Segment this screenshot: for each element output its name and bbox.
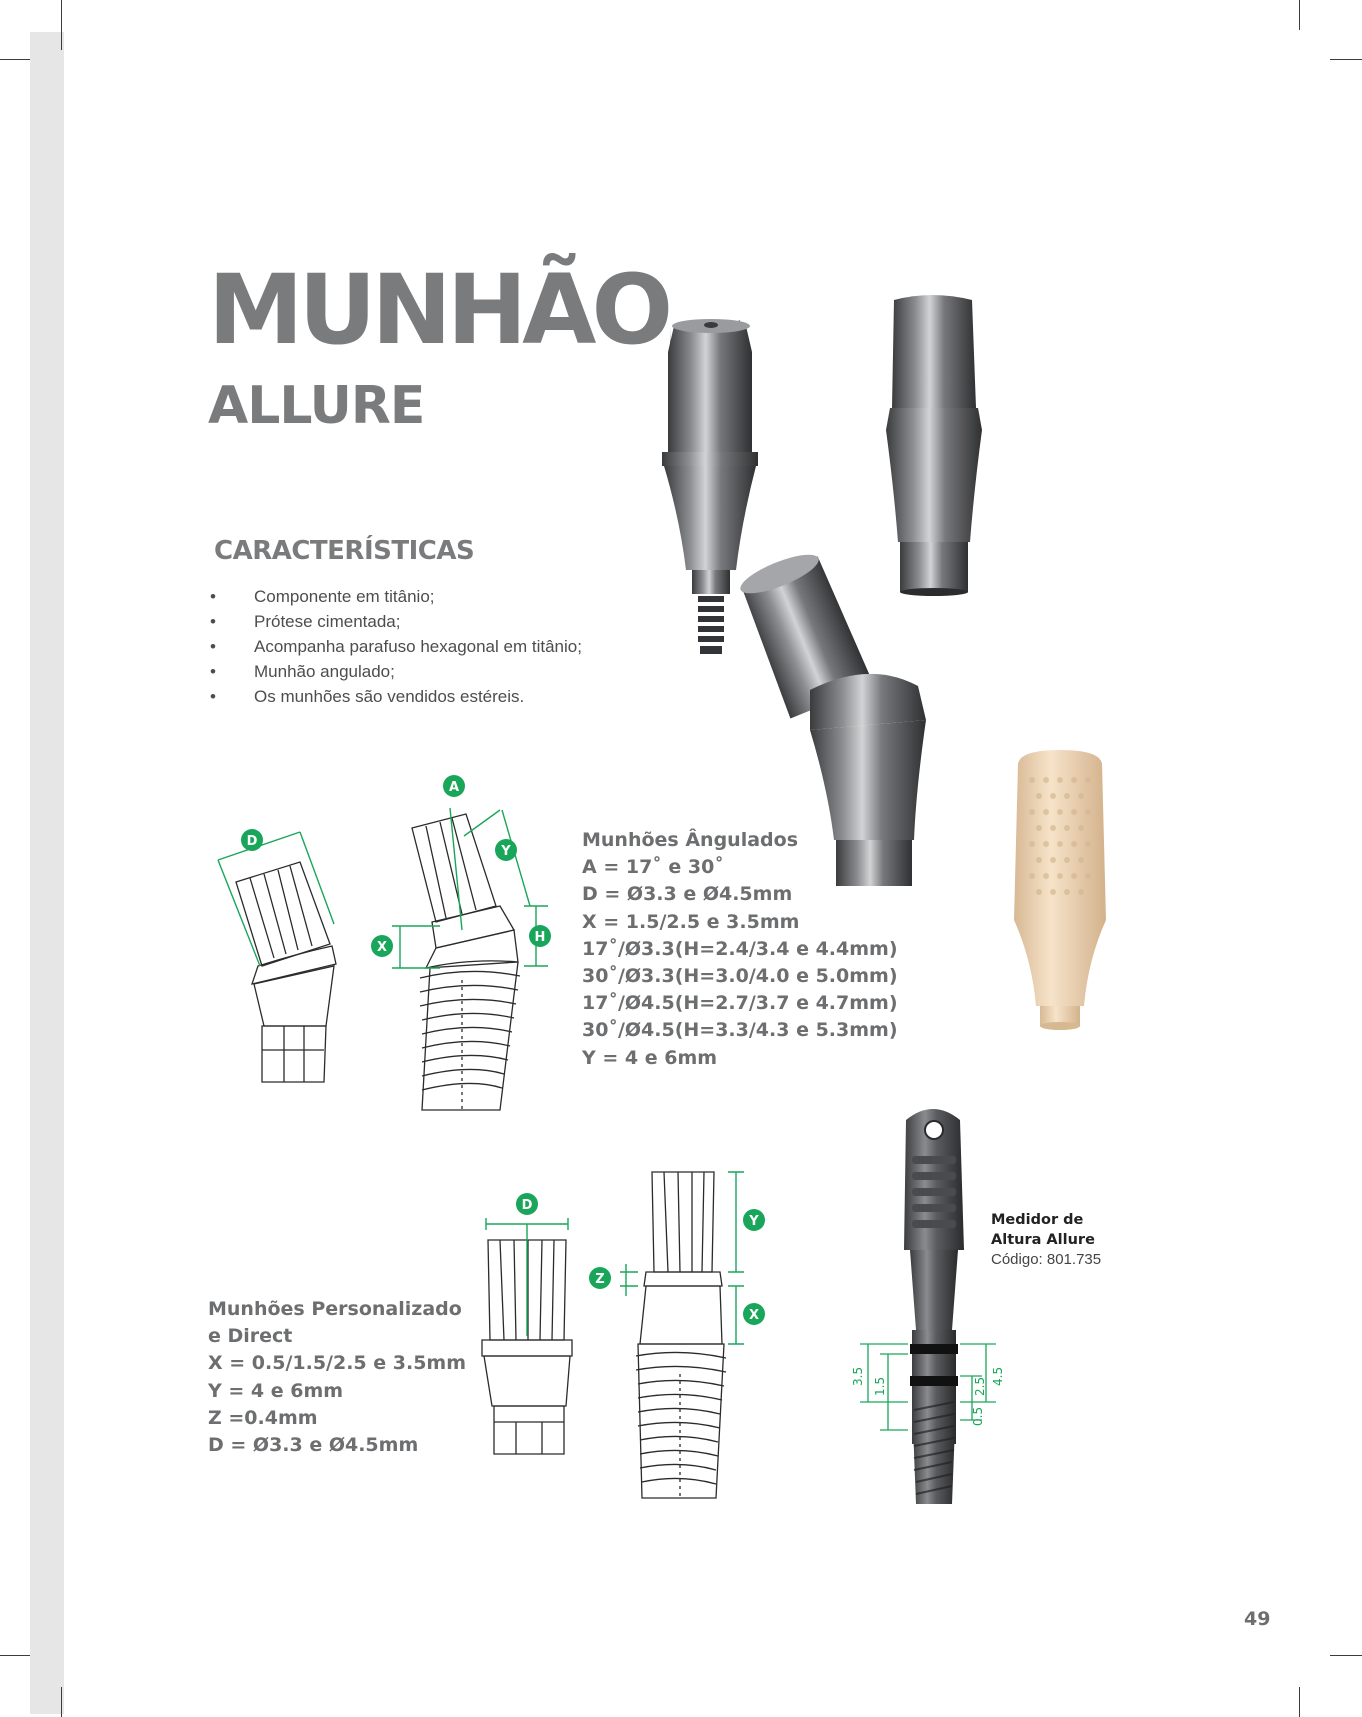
angled-drawing-left	[236, 862, 336, 1082]
spec-line: 30˚/Ø4.5(H=3.3/4.3 e 5.3mm)	[582, 1019, 898, 1042]
crop-mark	[1299, 1687, 1300, 1717]
custom-abutment-drawings	[470, 1160, 780, 1510]
page-number: 49	[1244, 1608, 1271, 1630]
spec-line: A = 17˚ e 30˚	[582, 856, 724, 879]
angled-specs-title: Munhões Ângulados	[582, 829, 799, 851]
gauge-mark: 0.5	[971, 1406, 985, 1426]
dimension-label-y: Y	[749, 1214, 759, 1229]
tall-abutment-photo	[886, 295, 982, 596]
feature-text: Prótese cimentada;	[254, 612, 401, 631]
gauge-mark: 4.5	[991, 1366, 1005, 1386]
bullet: •	[210, 637, 216, 656]
gauge-mark: 1.5	[873, 1376, 887, 1396]
gauge-mark: 3.5	[851, 1366, 865, 1386]
bullet: •	[210, 687, 216, 706]
crop-mark	[0, 1655, 30, 1656]
dimension-label-y: Y	[501, 844, 511, 859]
crop-mark	[1330, 59, 1362, 60]
list-item	[208, 684, 582, 709]
spec-line: Y = 4 e 6mm	[208, 1379, 344, 1402]
dimension-label-d: D	[246, 834, 258, 849]
spec-line: X = 0.5/1.5/2.5 e 3.5mm	[208, 1352, 467, 1375]
crop-mark	[1330, 1655, 1362, 1656]
custom-specs-title: Munhões Personalizado	[208, 1298, 462, 1320]
features-heading: CARACTERÍSTICAS	[214, 536, 475, 566]
feature-text: Acompanha parafuso hexagonal em titânio;	[254, 637, 582, 656]
dimension-label-x: X	[376, 940, 388, 955]
spec-line: 17˚/Ø3.3(H=2.4/3.4 e 4.4mm)	[582, 937, 898, 960]
dimension-label-x: X	[748, 1308, 760, 1323]
page-title: MUNHÃO	[208, 254, 669, 366]
custom-drawing-right	[636, 1172, 726, 1498]
list-item	[208, 634, 582, 659]
features-list	[208, 584, 582, 709]
crop-mark	[0, 59, 30, 60]
product-photos	[640, 280, 1160, 1160]
spec-line: 30˚/Ø3.3(H=3.0/4.0 e 5.0mm)	[582, 964, 898, 987]
height-gauge-name: Medidor de	[991, 1212, 1084, 1228]
bullet: •	[210, 612, 216, 631]
crop-mark	[61, 1687, 62, 1717]
spec-line: Y = 4 e 6mm	[582, 1046, 718, 1069]
angled-abutment-drawings	[200, 770, 570, 1130]
crop-mark	[1299, 0, 1300, 30]
dimension-label-d: D	[521, 1198, 533, 1213]
custom-specs-title-2: e Direct	[208, 1325, 293, 1348]
spec-line: 17˚/Ø4.5(H=2.7/3.7 e 4.7mm)	[582, 992, 898, 1015]
custom-specs	[208, 1296, 466, 1459]
feature-text: Componente em titânio;	[254, 587, 435, 606]
height-gauge-code: Código: 801.735	[991, 1251, 1102, 1268]
straight-abutment-photo	[662, 319, 758, 654]
height-gauge-photo	[840, 1100, 1040, 1510]
feature-text: Os munhões são vendidos estéreis.	[254, 687, 525, 706]
bullet: •	[210, 662, 216, 681]
page-spine-band	[30, 32, 64, 1714]
spec-line: Z =0.4mm	[208, 1406, 318, 1429]
angled-abutment-photo	[734, 546, 926, 886]
height-gauge-name-2: Altura Allure	[991, 1232, 1095, 1248]
crop-mark	[61, 0, 62, 50]
spec-line: X = 1.5/2.5 e 3.5mm	[582, 910, 800, 933]
dimension-label-h: H	[534, 930, 546, 945]
gauge-mark: 2.5	[973, 1376, 987, 1396]
spec-line: D = Ø3.3 e Ø4.5mm	[208, 1433, 419, 1456]
spec-line: D = Ø3.3 e Ø4.5mm	[582, 883, 793, 906]
peek-sleeve-photo	[1014, 750, 1106, 1030]
bullet: •	[210, 587, 216, 606]
dimension-label-a: A	[448, 780, 460, 795]
dimension-label-z: Z	[595, 1272, 605, 1287]
page-subtitle: ALLURE	[208, 376, 425, 436]
list-item	[208, 609, 582, 634]
list-item	[208, 659, 582, 684]
feature-text: Munhão angulado;	[254, 662, 395, 681]
list-item	[208, 584, 582, 609]
